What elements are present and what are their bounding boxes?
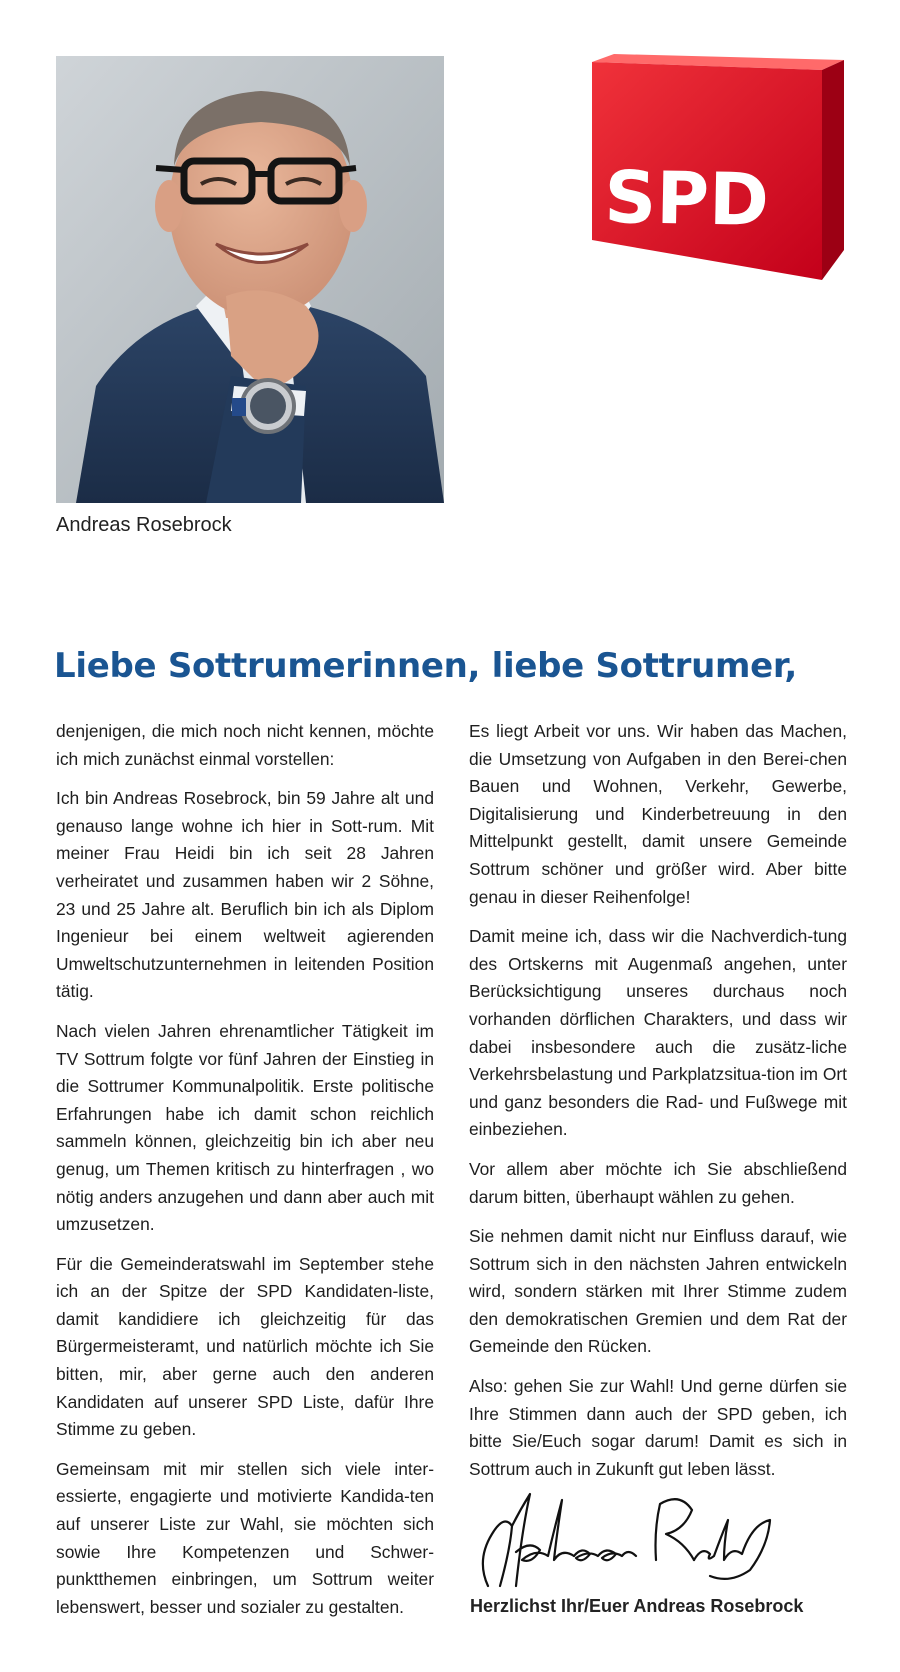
paragraph: Es liegt Arbeit vor uns. Wir haben das Machen, die Umsetzung von Aufgaben in den Berei-chen Bauen und Wohnen, Verkehr, Gewerbe, Digitalisierung und Kinderbetreuung in den Mittelpunkt gestellt, damit unsere Gemeinde Sottrum schöner und größer wird. Aber bitte genau in dieser Reihenfolge! <box>469 721 847 907</box>
headline: Liebe Sottrumerinnen, liebe Sottrumer, <box>54 646 797 686</box>
photo-caption: Andreas Rosebrock <box>56 514 232 536</box>
paragraph: Damit meine ich, dass wir die Nachverdich-tung des Ortskerns mit Augenmaß angehen, unter Berücksichtigung unseres durchaus noch vorhanden dörflichen Charakters, und dass wir dabei insbesondere auch die zusätz-liche Verkehrsbelastung und Parkplatzsitua-tion im Ort und ganz besonders die Rad- und Fußwege mit einbeziehen. <box>469 926 847 1140</box>
paragraph: Für die Gemeinderatswahl im September stehe ich an der Spitze der SPD Kandidaten-liste, damit kandidiere ich gleichzeitig für das Bürgermeisteramt, und natürlich möchte ich Sie bitten, mir, aber gerne auch den anderen Kandidaten auf unserer SPD Liste, dafür Ihre Stimme zu geben. <box>56 1253 434 1440</box>
paragraph: Also: gehen Sie zur Wahl! Und gerne dürfen sie Ihre Stimmen dann auch der SPD geben, ich bitte Sie/Euch sogar darum! Damit es sich in Sottrum auch in Zukunft gut leben lässt. <box>469 1376 847 1479</box>
paragraph: Ich bin Andreas Rosebrock, bin 59 Jahre alt und genauso lange wohne ich hier in Sott-rum. Mit meiner Frau Heidi bin ich seit 28 Jahren verheiratet und zusammen haben wir 2 Söhne, 23 und 25 Jahre alt. Beruflich bin ich als Diplom Ingenieur bei einem weltweit agierenden Umweltschutzunternehmen in leitenden Position tätig. <box>56 788 434 1002</box>
right-column <box>469 718 847 1495</box>
paragraph: denjenigen, die mich noch nicht kennen, möchte ich mich zunächst einmal vorstellen: <box>56 721 434 769</box>
paragraph: Gemeinsam mit mir stellen sich viele inter-essierte, engagierte und motivierte Kandida-ten auf unserer Liste zur Wahl, sie möchten sich sowie Ihre Kompetenzen und Schwer-punktthemen einbringen, um Sottrum weiter lebenswert, besser und sozialer zu gestalten. <box>56 1458 434 1617</box>
left-column <box>56 718 434 1633</box>
sign-off: Herzlichst Ihr/Euer Andreas Rosebrock <box>470 1596 804 1616</box>
spd-logo <box>592 54 844 280</box>
paragraph: Vor allem aber möchte ich Sie abschließend darum bitten, überhaupt wählen zu gehen. <box>469 1158 847 1207</box>
paragraph: Sie nehmen damit nicht nur Einfluss darauf, wie Sottrum sich in den nächsten Jahren entwickeln wird, sondern stärken mit Ihrer Stimme zudem den demokratischen Gremien und dem Rat der Gemeinde den Rücken. <box>469 1226 847 1357</box>
handwritten-signature <box>470 1490 780 1598</box>
logo-text: SPD <box>603 155 770 242</box>
portrait-photo <box>56 56 444 503</box>
paragraph: Nach vielen Jahren ehrenamtlicher Tätigkeit im TV Sottrum folgte vor fünf Jahren der Einstieg in die Sottrumer Kommunalpolitik. Erste politische Erfahrungen habe ich damit schon reichlich sammeln können, gleichzeitig bin ich aber neu genug, um Themen kritisch zu hinterfragen , wo nötig anders anzugehen und dann aber auch mit umzusetzen. <box>56 1020 434 1235</box>
